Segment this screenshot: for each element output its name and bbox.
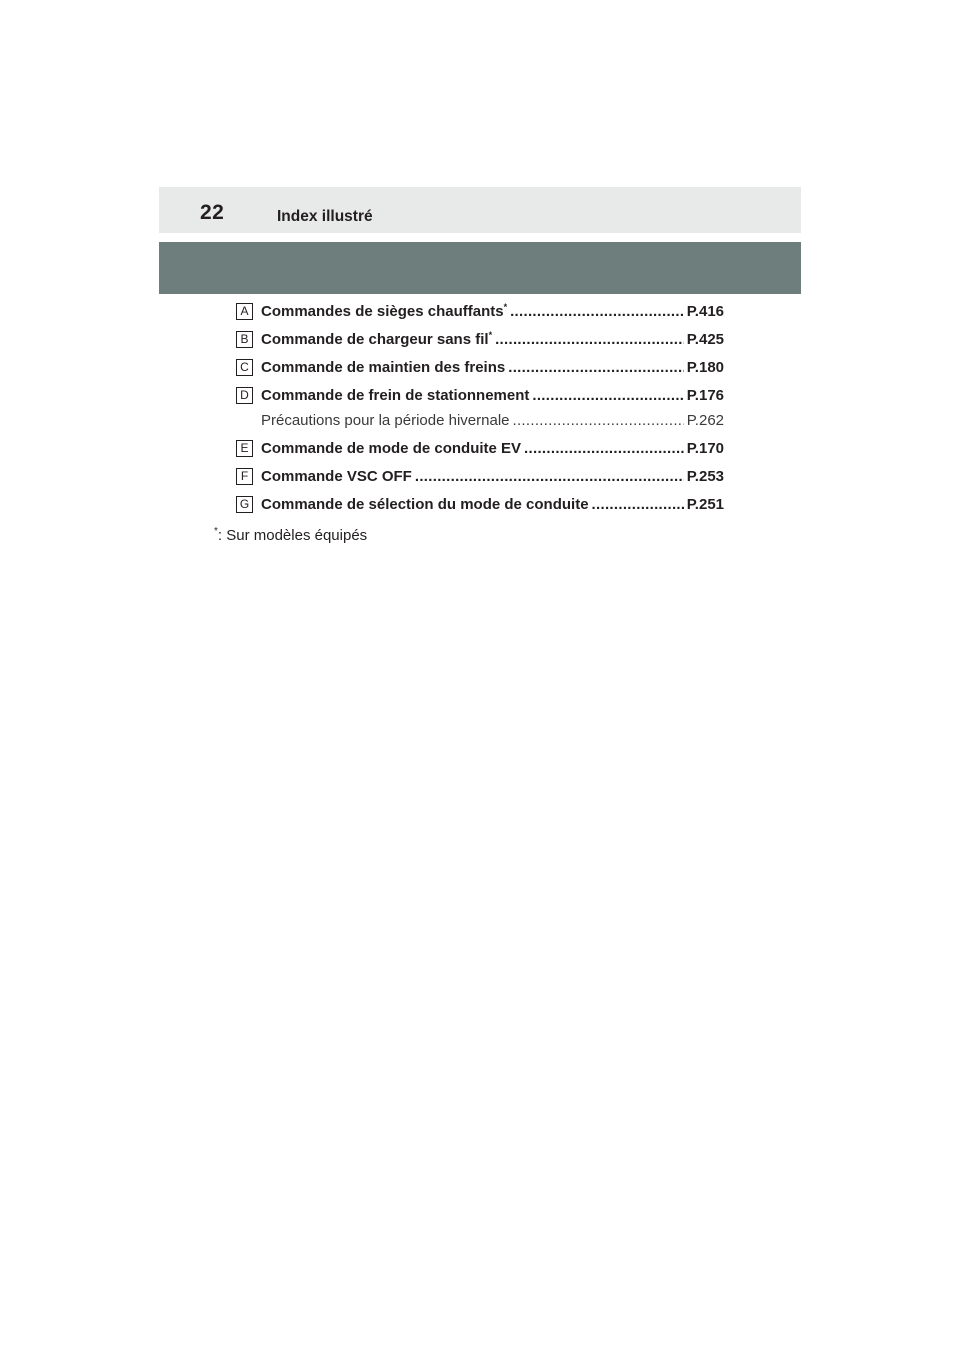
entry-badge: G [236, 496, 253, 513]
page-reference-link[interactable]: P.253 [686, 468, 724, 485]
dot-leader [524, 439, 684, 459]
section-title: Index illustré [277, 208, 373, 225]
index-subentry-winter-precautions[interactable] [236, 411, 724, 431]
dot-leader [510, 302, 684, 322]
dot-leader [495, 330, 684, 350]
entry-label: Commande de sélection du mode de conduite [261, 496, 589, 513]
dot-leader [592, 495, 684, 515]
index-entry-b[interactable] [236, 330, 724, 350]
entry-badge: A [236, 303, 253, 320]
page-reference-link[interactable]: P.170 [686, 440, 724, 457]
dot-leader [513, 411, 684, 431]
index-entry-g[interactable] [236, 495, 724, 515]
entry-badge: F [236, 468, 253, 485]
footnote-marker: * [488, 330, 493, 340]
index-entry-c[interactable] [236, 358, 724, 378]
dot-leader [415, 467, 684, 487]
entry-badge: E [236, 440, 253, 457]
entry-badge: D [236, 387, 253, 404]
entry-label: Commande de frein de stationnement [261, 387, 530, 404]
entry-label: Commandes de sièges chauffants* [261, 302, 508, 320]
page-reference-link[interactable]: P.425 [686, 331, 724, 348]
entry-label: Commande VSC OFF [261, 468, 412, 485]
dot-leader [508, 358, 684, 378]
footnote-marker: * [503, 302, 508, 312]
footnote-marker: * [214, 526, 218, 537]
entry-label: Commande de mode de conduite EV [261, 440, 522, 457]
index-entry-d[interactable] [236, 386, 724, 406]
footnote-text: : Sur modèles équipés [217, 527, 368, 544]
footnote [214, 522, 367, 546]
page-reference-link[interactable]: P.176 [686, 387, 724, 404]
entry-label: Commande de chargeur sans fil* [261, 330, 493, 348]
index-entry-f[interactable] [236, 467, 724, 487]
page-number: 22 [200, 201, 225, 224]
page-reference-link[interactable]: P.251 [686, 496, 724, 513]
page-reference-link[interactable]: P.416 [686, 303, 724, 320]
index-entry-a[interactable] [236, 302, 724, 322]
entry-label: Précautions pour la période hivernale [261, 412, 510, 429]
page-reference-link[interactable]: P.180 [686, 359, 724, 376]
entry-label: Commande de maintien des freins [261, 359, 506, 376]
page-reference-link[interactable]: P.262 [686, 412, 724, 429]
dot-leader [532, 386, 683, 406]
entry-badge: C [236, 359, 253, 376]
entry-badge: B [236, 331, 253, 348]
index-entry-e[interactable] [236, 439, 724, 459]
